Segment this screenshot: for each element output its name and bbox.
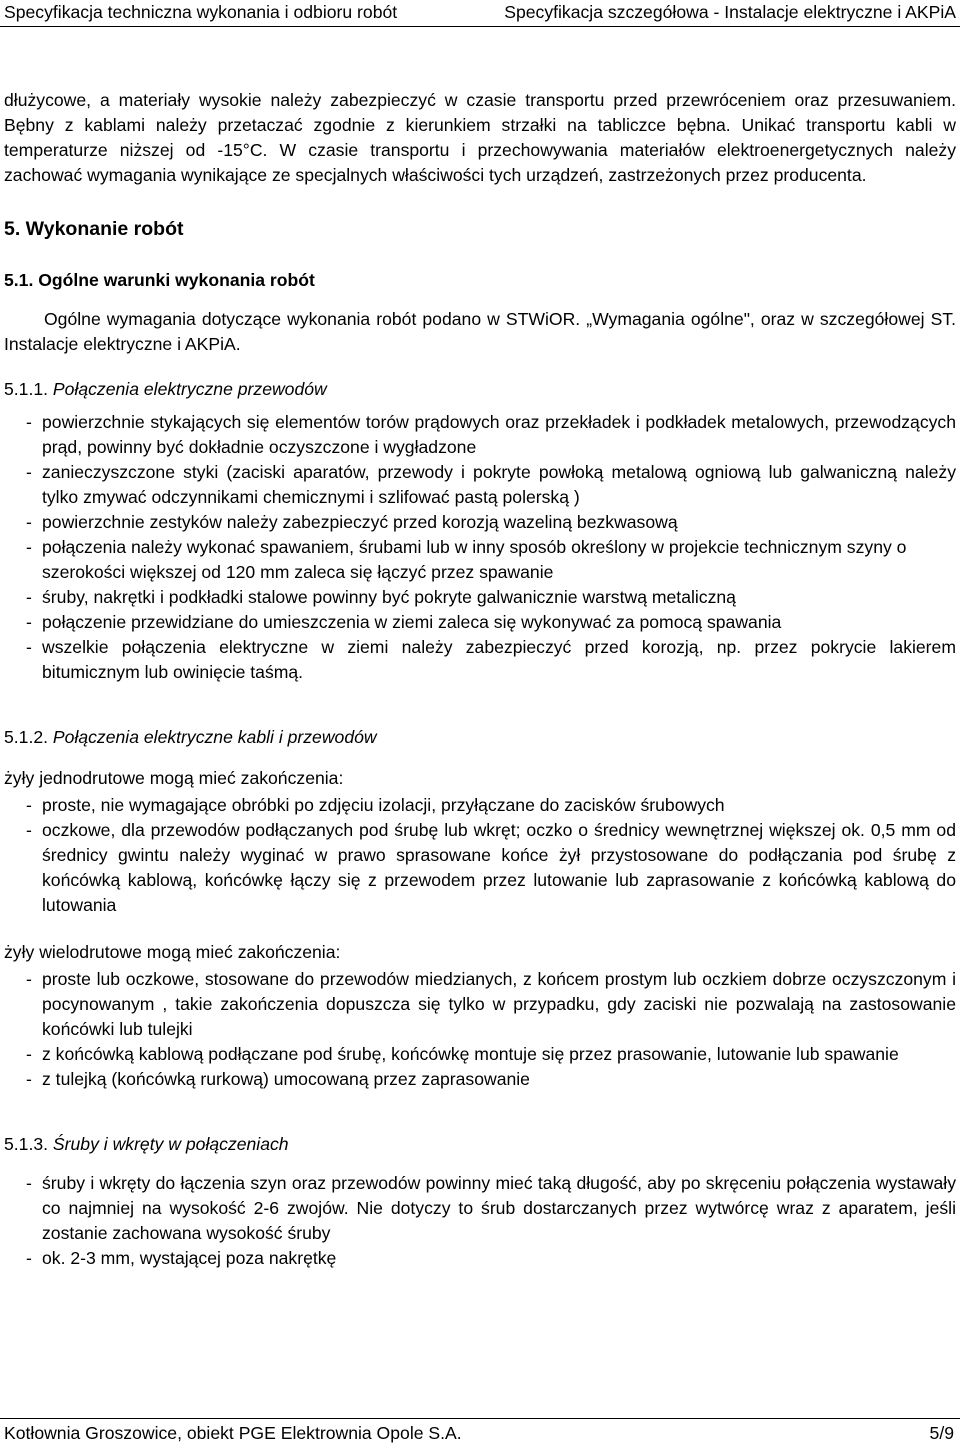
section-5-heading: 5. Wykonanie robót bbox=[4, 218, 184, 240]
list-item: - śruby i wkręty do łączenia szyn oraz przewodów powinny mieć taką długość, aby po skręceniu połączenia wystawały co najmniej na wysokość 2-6 zwojów. Nie dotyczy to śrub dostarczanych przez wytwórcę wraz z aparatem, jeśli zostanie zachowana wysokość śruby bbox=[26, 1173, 956, 1243]
single-wire-intro: żyły jednodrutowe mogą mieć zakończenia: bbox=[4, 768, 344, 788]
connections-list bbox=[4, 410, 956, 685]
list-item: - zanieczyszczone styki (zaciski aparatów, przewody i pokryte powłoką metalową ogniową lub galwaniczną należy tylko zmywać odczynnikami chemicznymi i szlifować pastą polerską ) bbox=[26, 462, 956, 507]
list-item: - z końcówką kablową podłączane pod śrubę, końcówkę montuje się przez prasowanie, lutowanie lub spawanie bbox=[26, 1044, 899, 1064]
list-item: - proste lub oczkowe, stosowane do przewodów miedzianych, z końcem prostym lub oczkiem dobrze oczyszczonym i pocynowanym , takie zakończenia dopuszcza się tylko w przypadku, gdy zaciski nie pozwalają na zastosowanie końcówki lub tulejki bbox=[26, 969, 956, 1039]
list-item: - powierzchnie stykających się elementów torów prądowych oraz przekładek i podkładek metalowych, przewodzących prąd, powinny być dokładnie oczyszczone i wygładzone bbox=[26, 412, 956, 457]
multi-wire-list bbox=[4, 967, 956, 1092]
section-5-1-3-heading bbox=[4, 1132, 956, 1157]
section-5-1-1-heading bbox=[4, 377, 956, 402]
page-header bbox=[0, 0, 960, 27]
header-left-text: Specyfikacja techniczna wykonania i odbioru robót bbox=[4, 2, 398, 22]
list-item: - z tulejką (końcówką rurkową) umocowaną przez zaprasowanie bbox=[26, 1069, 530, 1089]
section-number: 5.1.2. bbox=[4, 727, 49, 747]
list-item: - połączenie przewidziane do umieszczenia w ziemi zaleca się wykonywać za pomocą spawania bbox=[26, 612, 782, 632]
intro-paragraph: dłużycowe, a materiały wysokie należy zabezpieczyć w czasie transportu przed przewróceniem oraz przesuwaniem. Bębny z kablami należy przetaczać zgodnie z kierunkiem strzałki na tabliczce bębna. Unikać transportu kabli w temperaturze niższej od -15°C. W czasie transportu i przechowywania materiałów elektroenergetycznych należy zachować wymagania wynikające ze specjalnych właściwości tych urządzeń, zastrzeżonych przez producenta. bbox=[4, 90, 956, 185]
section-title: Połączenia elektryczne przewodów bbox=[52, 379, 327, 399]
footer-project-name: Kotłownia Groszowice, obiekt PGE Elektrownia Opole S.A. bbox=[4, 1423, 462, 1443]
section-title: Połączenia elektryczne kabli i przewodów bbox=[52, 727, 377, 747]
section-5-1-heading: 5.1. Ogólne warunki wykonania robót bbox=[4, 270, 315, 290]
section-number: 5.1.1. bbox=[4, 379, 49, 399]
section-title: Śruby i wkręty w połączeniach bbox=[52, 1134, 289, 1154]
list-item: - ok. 2-3 mm, wystającej poza nakrętkę bbox=[26, 1248, 337, 1268]
screws-list bbox=[4, 1171, 956, 1271]
list-item: - śruby, nakrętki i podkładki stalowe powinny być pokryte galwanicznie warstwą metaliczną bbox=[26, 587, 736, 607]
page-footer bbox=[0, 1418, 960, 1448]
list-item: - proste, nie wymagające obróbki po zdjęciu izolacji, przyłączane do zacisków śrubowych bbox=[26, 795, 725, 815]
section-number: 5.1.3. bbox=[4, 1134, 49, 1154]
page-number: 5/9 bbox=[929, 1423, 954, 1443]
document-body bbox=[4, 88, 956, 1271]
list-item: - połączenia należy wykonać spawaniem, śrubami lub w inny sposób określony w projekcie technicznym szyny o szerokości większej od 120 mm zaleca się łączyć przez spawanie bbox=[26, 537, 907, 582]
list-item: - oczkowe, dla przewodów podłączanych pod śrubę lub wkręt; oczko o średnicy wewnętrznej większej ok. 0,5 mm od średnicy gwintu należy wyginać w prawo sprasowane końce żył przystosowane do podłączania pod śrubę z końcówką kablową, końcówkę łączy się z przewodem przez lutowanie lub zaprasowanie z końcówką kablową do lutowania bbox=[26, 820, 956, 915]
section-5-1-paragraph: Ogólne wymagania dotyczące wykonania robót podano w STWiOR. „Wymagania ogólne", oraz w szczegółowej ST. Instalacje elektryczne i AKPiA. bbox=[4, 309, 956, 354]
list-item: - powierzchnie zestyków należy zabezpieczyć przed korozją wazeliną bezkwasową bbox=[26, 512, 678, 532]
list-item: - wszelkie połączenia elektryczne w ziemi należy zabezpieczyć przed korozją, np. przez pokrycie lakierem bitumicznym lub owinięcie taśmą. bbox=[26, 637, 956, 682]
single-wire-list bbox=[4, 793, 956, 918]
section-5-1-2-heading bbox=[4, 725, 956, 750]
multi-wire-intro: żyły wielodrutowe mogą mieć zakończenia: bbox=[4, 942, 341, 962]
header-right-text: Specyfikacja szczegółowa - Instalacje elektryczne i AKPiA bbox=[504, 2, 956, 22]
